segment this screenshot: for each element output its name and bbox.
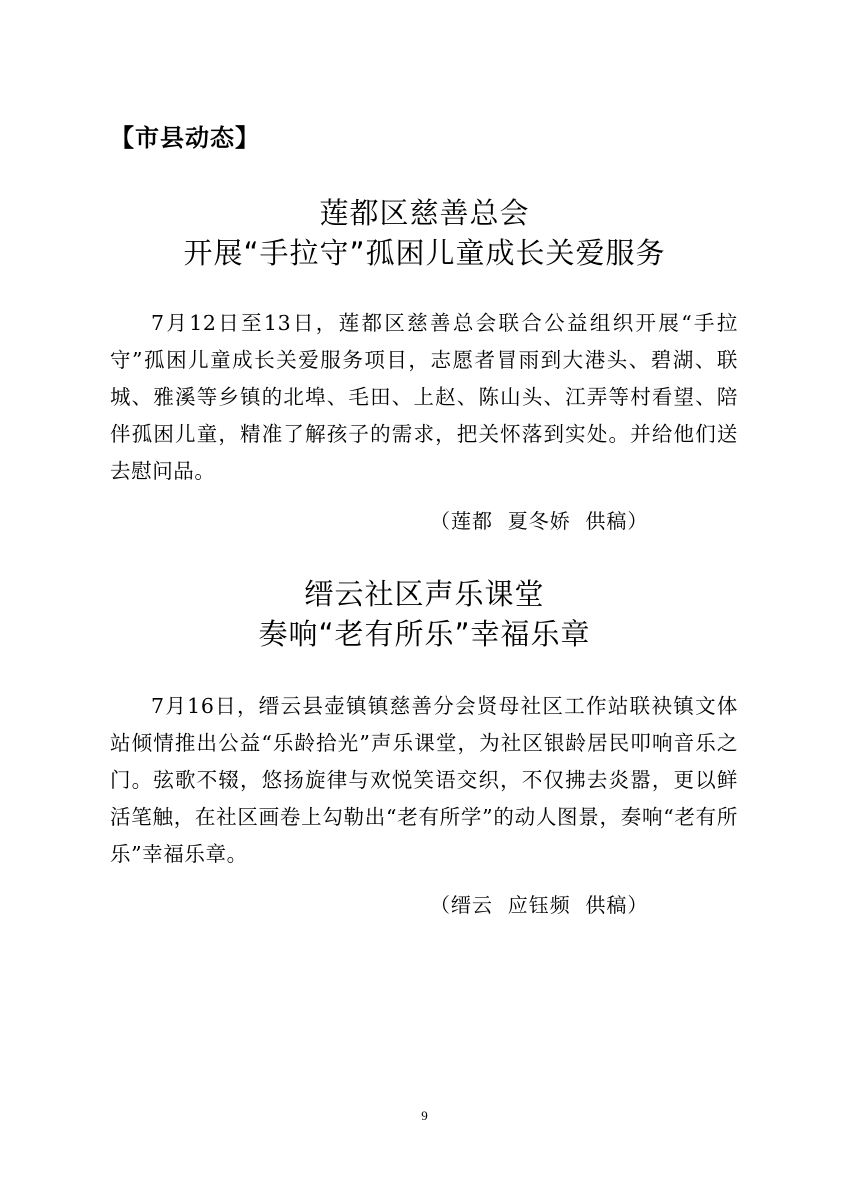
- article-1-title-line-1: 莲都区慈善总会: [319, 196, 530, 230]
- article-2-body: 7月16日，缙云县壶镇镇慈善分会贤母社区工作站联袂镇文体站倾情推出公益“乐龄拾光”声乐课堂，为社区银龄居民叩响音乐之门。弦歌不辍，悠扬旋律与欢悦笑语交织，不仅拂去炎嚣，更以鲜活笔触，在社区画卷上勾勒出“老有所学”的动人图景，奏响“老有所乐”幸福乐章。: [110, 694, 738, 866]
- article-2-title: [0, 574, 849, 654]
- article-2-title-line-2: 奏响“老有所乐”幸福乐章: [258, 617, 591, 651]
- article-2-credit: （缙云 应钰频 供稿）: [430, 893, 649, 917]
- section-tag: 【市县动态】: [110, 124, 260, 152]
- article-1-credit: （莲都 夏冬娇 供稿）: [430, 509, 649, 533]
- article-1-title: [0, 193, 849, 273]
- article-1-body: 7月12日至13日，莲都区慈善总会联合公益组织开展“手拉守”孤困儿童成长关爱服务项目，志愿者冒雨到大港头、碧湖、联城、雅溪等乡镇的北埠、毛田、上赵、陈山头、江弄等村看望、陪伴孤困儿童，精准了解孩子的需求，把关怀落到实处。并给他们送去慰问品。: [110, 311, 738, 483]
- article-2-title-line-1: 缙云社区声乐课堂: [304, 577, 545, 611]
- article-1-title-line-2: 开展“手拉守”孤困儿童成长关爱服务: [183, 236, 666, 270]
- page-number: 9: [421, 1108, 428, 1123]
